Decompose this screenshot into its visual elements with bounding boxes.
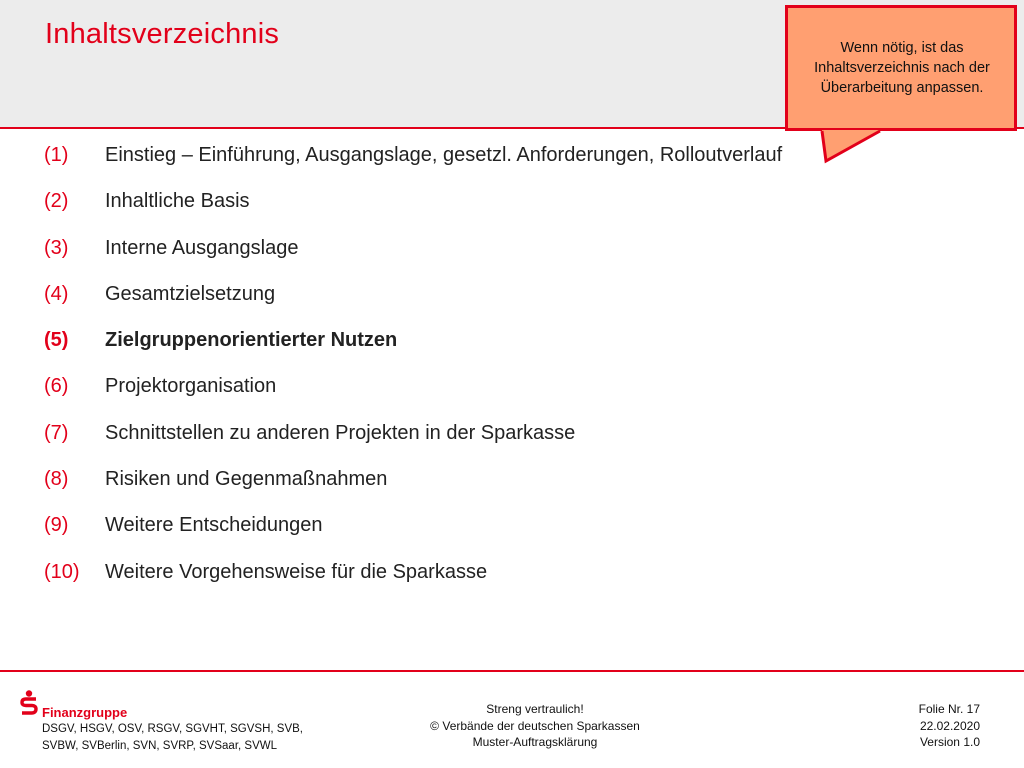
toc-item-number: (3) (44, 236, 69, 259)
toc-item-text: Risiken und Gegenmaßnahmen (105, 468, 388, 491)
toc-item-text: Inhaltliche Basis (105, 190, 250, 213)
toc-item (44, 329, 782, 375)
toc-item-text: Weitere Entscheidungen (105, 514, 323, 537)
footer-version: Version 1.0 (919, 735, 980, 749)
callout-text (789, 38, 1015, 98)
footer-center (385, 701, 685, 751)
footer-confidential: Streng vertraulich! (486, 702, 584, 716)
toc-item-text: Interne Ausgangslage (105, 236, 299, 259)
slide-title: Inhaltsverzeichnis (45, 18, 280, 50)
logo-members-text (42, 721, 303, 755)
toc-item (44, 514, 782, 560)
logo-members-line: SVBW, SVBerlin, SVN, SVRP, SVSaar, SVWL (42, 740, 277, 752)
toc-item-number: (5) (44, 329, 69, 352)
sparkasse-s-logo-icon (19, 690, 39, 718)
footer-date: 22.02.2020 (919, 718, 980, 733)
slide-number: Folie Nr. 17 (918, 702, 980, 716)
toc-item (44, 468, 782, 514)
table-of-contents (44, 144, 782, 607)
toc-item-number: (6) (44, 375, 69, 398)
footer-document-name: Muster-Auftragsklärung (472, 735, 598, 749)
toc-item-number: (4) (44, 282, 69, 305)
toc-item (44, 422, 782, 468)
toc-item-number: (7) (44, 421, 69, 444)
toc-item-text: Weitere Vorgehensweise für die Sparkasse (105, 560, 488, 583)
callout-line: Überarbeitung anpassen. (820, 80, 984, 96)
toc-item-number: (1) (44, 144, 69, 166)
footer-right (860, 701, 980, 751)
toc-item-text: Gesamtzielsetzung (105, 282, 276, 305)
toc-item (44, 561, 782, 607)
toc-item-number: (2) (44, 190, 69, 213)
toc-item-number: (9) (44, 514, 69, 537)
callout-line: Inhaltsverzeichnis nach der (814, 60, 990, 76)
finanzgruppe-logo (16, 690, 316, 760)
callout-line: Wenn nötig, ist das (840, 40, 964, 56)
toc-item-number: (10) (44, 560, 80, 583)
logo-brand-text: Finanzgruppe (42, 705, 128, 720)
toc-item-text: Einstieg – Einführung, Ausgangslage, gesetzl. Anforderungen, Rolloutverlauf (105, 144, 783, 166)
toc-item (44, 144, 782, 190)
toc-item (44, 237, 782, 283)
toc-item-number: (8) (44, 468, 69, 491)
toc-item (44, 375, 782, 421)
toc-item (44, 190, 782, 236)
toc-item-text: Zielgruppenorientierter Nutzen (105, 329, 398, 352)
footer-copyright: © Verbände der deutschen Sparkassen (430, 718, 640, 733)
toc-item (44, 283, 782, 329)
toc-item-text: Schnittstellen zu anderen Projekten in der Sparkasse (105, 421, 576, 444)
toc-item-text: Projektorganisation (105, 375, 277, 398)
footer-divider (0, 670, 1024, 672)
logo-members-line: DSGV, HSGV, OSV, RSGV, SGVHT, SGVSH, SVB, (42, 723, 303, 735)
